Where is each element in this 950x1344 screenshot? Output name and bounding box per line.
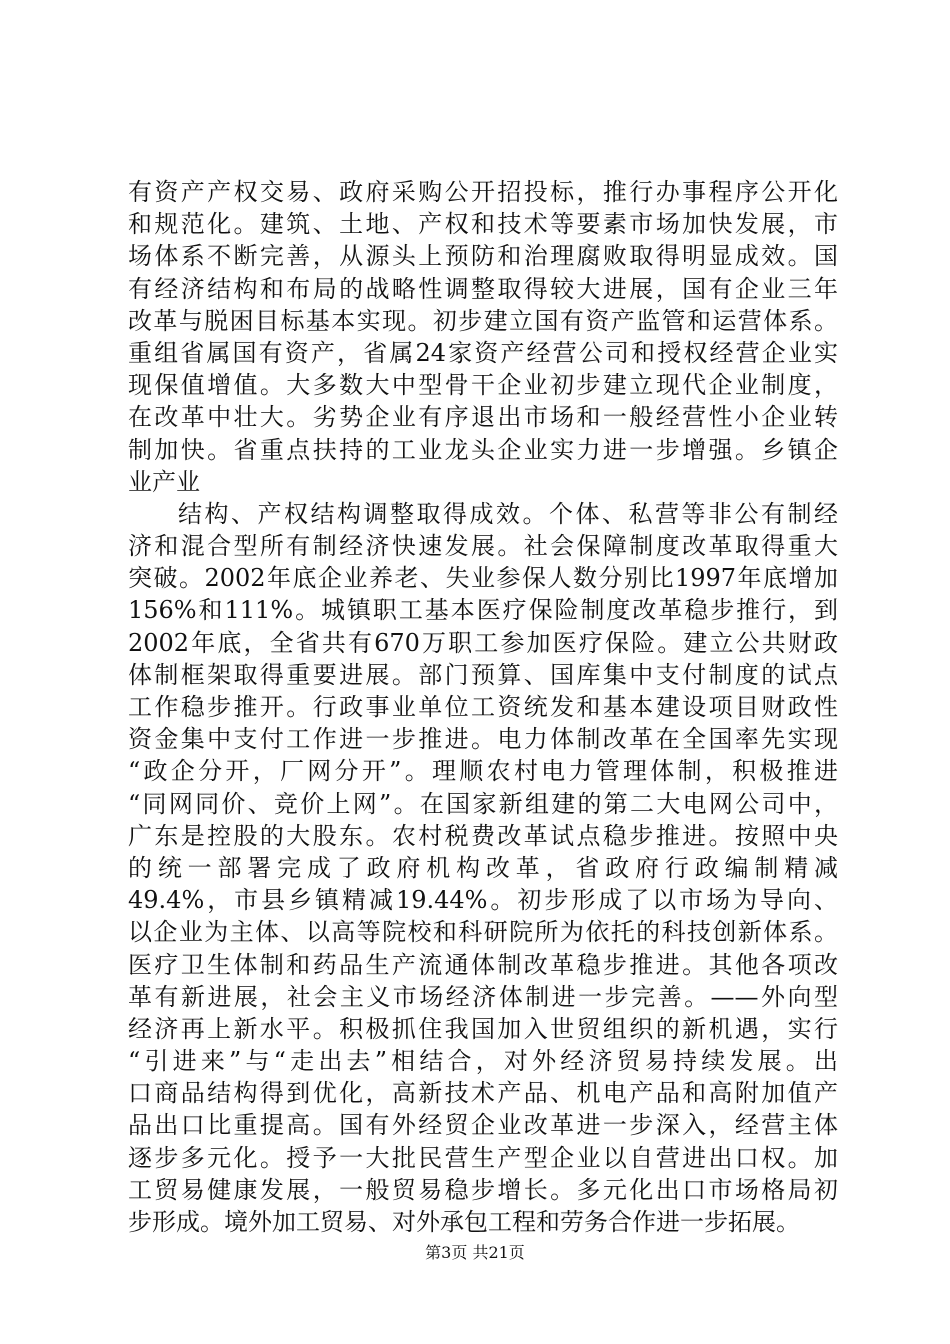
page-number-footer: 第3页 共21页: [425, 1243, 525, 1262]
text-line: 工作稳步推开。行政事业单位工资统发和基本建设项目财政性: [128, 693, 838, 721]
text-line: 改革与脱困目标基本实现。初步建立国有资产监管和运营体系。: [128, 306, 838, 335]
paragraph-2: [128, 498, 838, 1238]
text-line: 有资产产权交易、政府采购公开招投标，推行办事程序公开化: [128, 178, 838, 206]
text-line: 经济再上新水平。积极抓住我国加入世贸组织的新机遇，实行: [128, 1014, 838, 1043]
text-line: 步形成。境外加工贸易、对外承包工程和劳务合作进一步拓展。: [128, 1208, 800, 1236]
text-line: 2002年底，全省共有670万职工参加医疗保险。建立公共财政: [128, 628, 838, 657]
paragraph-1: [128, 176, 838, 498]
text-line: 医疗卫生体制和药品生产流通体制改革稳步推进。其他各项改: [128, 950, 838, 979]
text-line: 156%和111%。城镇职工基本医疗保险制度改革稳步推行，到: [128, 596, 838, 625]
text-line: 业产业: [128, 467, 200, 496]
text-line: 突破。2002年底企业养老、失业参保人数分别比1997年底增加: [128, 564, 838, 593]
text-line: “同网同价、竞价上网”。在国家新组建的第二大电网公司中，: [128, 789, 838, 818]
text-line: 结构、产权结构调整取得成效。个体、私营等非公有制经: [178, 499, 838, 528]
text-line: 逐步多元化。授予一大批民营生产型企业以自营进出口权。加: [128, 1143, 838, 1172]
text-line: 现保值增值。大多数大中型骨干企业初步建立现代企业制度，: [128, 371, 838, 400]
text-line: “政企分开，厂网分开”。理顺农村电力管理体制，积极推进: [128, 757, 838, 786]
text-line: 品出口比重提高。国有外经贸企业改革进一步深入，经营主体: [128, 1111, 838, 1140]
text-line: 场体系不断完善，从源头上预防和治理腐败取得明显成效。国: [128, 242, 838, 271]
text-line: 广东是控股的大股东。农村税费改革试点稳步推进。按照中央: [128, 821, 838, 850]
text-line: 制加快。省重点扶持的工业龙头企业实力进一步增强。乡镇企: [128, 435, 838, 464]
text-line: 工贸易健康发展，一般贸易稳步增长。多元化出口市场格局初: [128, 1175, 838, 1204]
text-line: 的统一部署完成了政府机构改革，省政府行政编制精减: [128, 853, 838, 882]
text-line: “引进来”与“走出去”相结合，对外经济贸易持续发展。出: [128, 1047, 838, 1076]
text-line: 资金集中支付工作进一步推进。电力体制改革在全国率先实现: [128, 725, 838, 754]
text-line: 49.4%，市县乡镇精减19.44%。初步形成了以市场为导向、: [128, 886, 838, 915]
text-line: 济和混合型所有制经济快速发展。社会保障制度改革取得重大: [128, 532, 838, 561]
text-line: 在改革中壮大。劣势企业有序退出市场和一般经营性小企业转: [128, 403, 838, 432]
text-line: 有经济结构和布局的战略性调整取得较大进展，国有企业三年: [128, 274, 838, 303]
text-line: 和规范化。建筑、土地、产权和技术等要素市场加快发展，市: [128, 210, 838, 239]
text-line: 革有新进展，社会主义市场经济体制进一步完善。——外向型: [128, 982, 838, 1011]
text-line: 以企业为主体、以高等院校和科研院所为依托的科技创新体系。: [128, 918, 838, 947]
text-line: 口商品结构得到优化，高新技术产品、机电产品和高附加值产: [128, 1079, 838, 1108]
text-line: 体制框架取得重要进展。部门预算、国库集中支付制度的试点: [128, 660, 838, 689]
text-line: 重组省属国有资产，省属24家资产经营公司和授权经营企业实: [128, 338, 838, 367]
body-text: [128, 176, 838, 1238]
